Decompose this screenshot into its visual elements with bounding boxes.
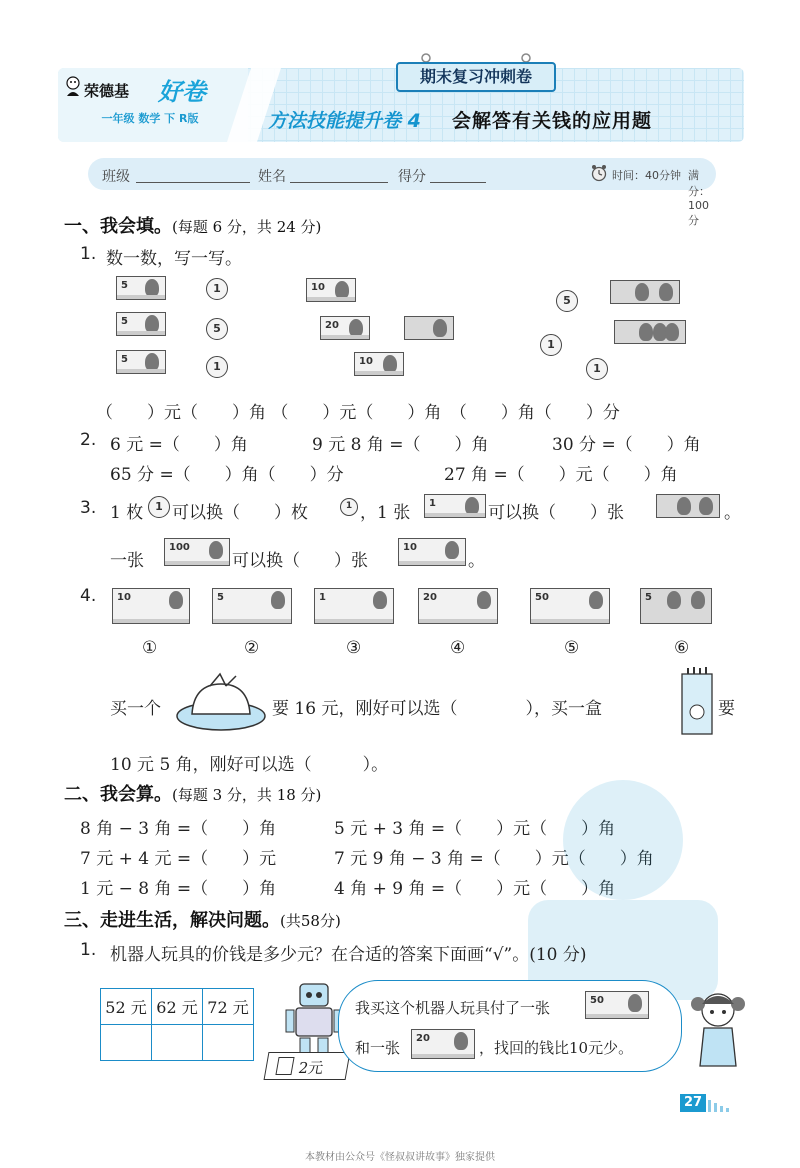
time-limit: 时间：40分钟 bbox=[612, 169, 681, 182]
banknote: 10 bbox=[398, 538, 466, 566]
price-tag bbox=[264, 1052, 351, 1080]
section-2-heading: 二、我会算。(每题 3 分，共 18 分) bbox=[64, 784, 322, 805]
q1-answer-blanks[interactable]: （ ）元（ ）角 （ ）元（ ）角 （ ）角（ ）分 bbox=[96, 403, 620, 423]
banknote bbox=[614, 320, 686, 344]
check-cell-72[interactable] bbox=[203, 1025, 254, 1061]
banknote: 5 bbox=[116, 276, 166, 300]
section-1-heading: 一、我会填。(每题 6 分，共 24 分) bbox=[64, 216, 322, 237]
class-label: 班级 bbox=[102, 169, 130, 185]
option-label: ② bbox=[244, 638, 260, 658]
q4-text: 要 bbox=[718, 699, 735, 719]
coin: 5 bbox=[556, 290, 578, 312]
q3-blank[interactable]: 可以换（ ）张 bbox=[488, 503, 624, 523]
q4-number: 4. bbox=[80, 586, 97, 606]
q2-item[interactable]: 65 分 =（ ）角（ ）分 bbox=[110, 465, 344, 485]
grade-label: 一年级 数学 下 R版 bbox=[101, 112, 199, 125]
coin: 5 bbox=[206, 318, 228, 340]
q4-text: 买一个 bbox=[110, 699, 161, 719]
q3-text: 。 bbox=[724, 503, 741, 523]
q4-blank[interactable]: 10 元 5 角，刚好可以选（ ）。 bbox=[110, 755, 389, 775]
name-label: 姓名 bbox=[258, 169, 286, 185]
girl-character-icon bbox=[690, 988, 746, 1078]
option-52: 52 元 bbox=[101, 989, 152, 1025]
q1-number: 1. bbox=[80, 244, 97, 264]
coin: 1 bbox=[206, 278, 228, 300]
bubble-text: 和一张 bbox=[355, 1039, 401, 1057]
banknote: 50 bbox=[530, 588, 610, 624]
q1-prompt: 数一数，写一写。 bbox=[106, 249, 242, 269]
q2-item[interactable]: 27 角 =（ ）元（ ）角 bbox=[444, 465, 678, 485]
exam-type-tag: 期末复习冲刺卷 bbox=[396, 62, 556, 92]
answer-options-table bbox=[100, 988, 254, 1061]
q3-text: ，1 张 bbox=[360, 503, 411, 523]
q3-blank[interactable]: 可以换（ ）枚 bbox=[172, 503, 308, 523]
calc-item[interactable]: 4 角 + 9 角 =（ ）元（ ）角 bbox=[334, 879, 616, 899]
calc-item[interactable]: 7 元 + 4 元 =（ ）元 bbox=[80, 849, 277, 869]
banknote: 1 bbox=[424, 494, 486, 518]
banknote bbox=[656, 494, 720, 518]
pencil-box-icon bbox=[680, 666, 714, 736]
q2-number: 2. bbox=[80, 430, 97, 450]
speech-bubble bbox=[338, 980, 682, 1072]
alarm-clock-icon bbox=[590, 164, 608, 182]
robot-toy-icon bbox=[284, 980, 344, 1060]
price-blank[interactable] bbox=[275, 1057, 294, 1075]
q2-item[interactable]: 9 元 8 角 =（ ）角 bbox=[312, 435, 489, 455]
brand-box bbox=[58, 68, 248, 142]
banknote: 5 bbox=[640, 588, 712, 624]
mascot-icon bbox=[64, 76, 82, 98]
page-number: 27 bbox=[680, 1094, 706, 1112]
coin: 1 bbox=[340, 498, 358, 516]
check-cell-62[interactable] bbox=[152, 1025, 203, 1061]
section-1-note: (每题 6 分，共 24 分) bbox=[172, 218, 322, 236]
paper-subtitle: 会解答有关钱的应用题 bbox=[452, 110, 653, 132]
option-label: ④ bbox=[450, 638, 466, 658]
brand-name: 荣德基 bbox=[84, 82, 130, 100]
coin: 1 bbox=[148, 496, 170, 518]
banknote: 100 bbox=[164, 538, 230, 566]
price-unit: 2元 bbox=[297, 1059, 325, 1077]
name-field[interactable] bbox=[290, 182, 388, 183]
q3-text: 1 枚 bbox=[110, 503, 144, 523]
q3-number: 3. bbox=[80, 498, 97, 518]
q4-blank[interactable]: 要 16 元，刚好可以选（ ），买一盒 bbox=[272, 699, 602, 719]
option-62: 62 元 bbox=[152, 989, 203, 1025]
banknote: 20 bbox=[418, 588, 498, 624]
full-score: 满分：100分 bbox=[688, 169, 710, 227]
banknote: 5 bbox=[116, 312, 166, 336]
section-3-note: (共58分) bbox=[280, 912, 341, 930]
option-label: ⑥ bbox=[674, 638, 690, 658]
calc-item[interactable]: 1 元 − 8 角 =（ ）角 bbox=[80, 879, 277, 899]
section-3-heading: 三、走进生活，解决问题。(共58分) bbox=[64, 910, 341, 931]
coin: 1 bbox=[540, 334, 562, 356]
paper-title: 方法技能提升卷 4 bbox=[268, 110, 421, 132]
banknote: 10 bbox=[112, 588, 190, 624]
class-field[interactable] bbox=[136, 182, 250, 183]
q3-text: 。 bbox=[468, 551, 485, 571]
calc-item[interactable]: 8 角 − 3 角 =（ ）角 bbox=[80, 819, 277, 839]
banknote bbox=[404, 316, 454, 340]
option-label: ③ bbox=[346, 638, 362, 658]
q2-item[interactable]: 6 元 =（ ）角 bbox=[110, 435, 248, 455]
banknote: 20 bbox=[320, 316, 370, 340]
banknote: 5 bbox=[116, 350, 166, 374]
banknote: 50 bbox=[585, 991, 649, 1019]
bubble-text: 我买这个机器人玩具付了一张 bbox=[355, 999, 551, 1017]
hat-icon bbox=[174, 670, 268, 732]
banknote: 10 bbox=[306, 278, 356, 302]
footer-credit: 本教材由公众号《怪叔叔讲故事》独家提供 bbox=[305, 1152, 495, 1163]
coin: 1 bbox=[206, 356, 228, 378]
check-cell-52[interactable] bbox=[101, 1025, 152, 1061]
section-2-note: (每题 3 分，共 18 分) bbox=[172, 786, 322, 804]
s3-q1-number: 1. bbox=[80, 940, 97, 960]
banknote bbox=[610, 280, 680, 304]
score-field[interactable] bbox=[430, 182, 486, 183]
s3-q1-prompt: 机器人玩具的价钱是多少元？在合适的答案下面画“√”。(10 分) bbox=[110, 945, 587, 965]
q2-item[interactable]: 30 分 =（ ）角 bbox=[552, 435, 701, 455]
option-72: 72 元 bbox=[203, 989, 254, 1025]
banknote: 10 bbox=[354, 352, 404, 376]
coin: 1 bbox=[586, 358, 608, 380]
bubble-text: ，找回的钱比10元少。 bbox=[479, 1039, 634, 1057]
score-label: 得分 bbox=[398, 169, 426, 185]
banknote: 5 bbox=[212, 588, 292, 624]
option-label: ① bbox=[142, 638, 158, 658]
q3-blank[interactable]: 可以换（ ）张 bbox=[232, 551, 368, 571]
q3-text: 一张 bbox=[110, 551, 144, 571]
brand-logo-text: 好卷 bbox=[158, 77, 206, 106]
mascot-watermark-icon bbox=[508, 760, 738, 1010]
page-bars-icon bbox=[708, 1098, 738, 1112]
option-label: ⑤ bbox=[564, 638, 580, 658]
calc-item[interactable]: 7 元 9 角 − 3 角 =（ ）元（ ）角 bbox=[334, 849, 654, 869]
banknote: 20 bbox=[411, 1029, 475, 1059]
banknote: 1 bbox=[314, 588, 394, 624]
calc-item[interactable]: 5 元 + 3 角 =（ ）元（ ）角 bbox=[334, 819, 616, 839]
